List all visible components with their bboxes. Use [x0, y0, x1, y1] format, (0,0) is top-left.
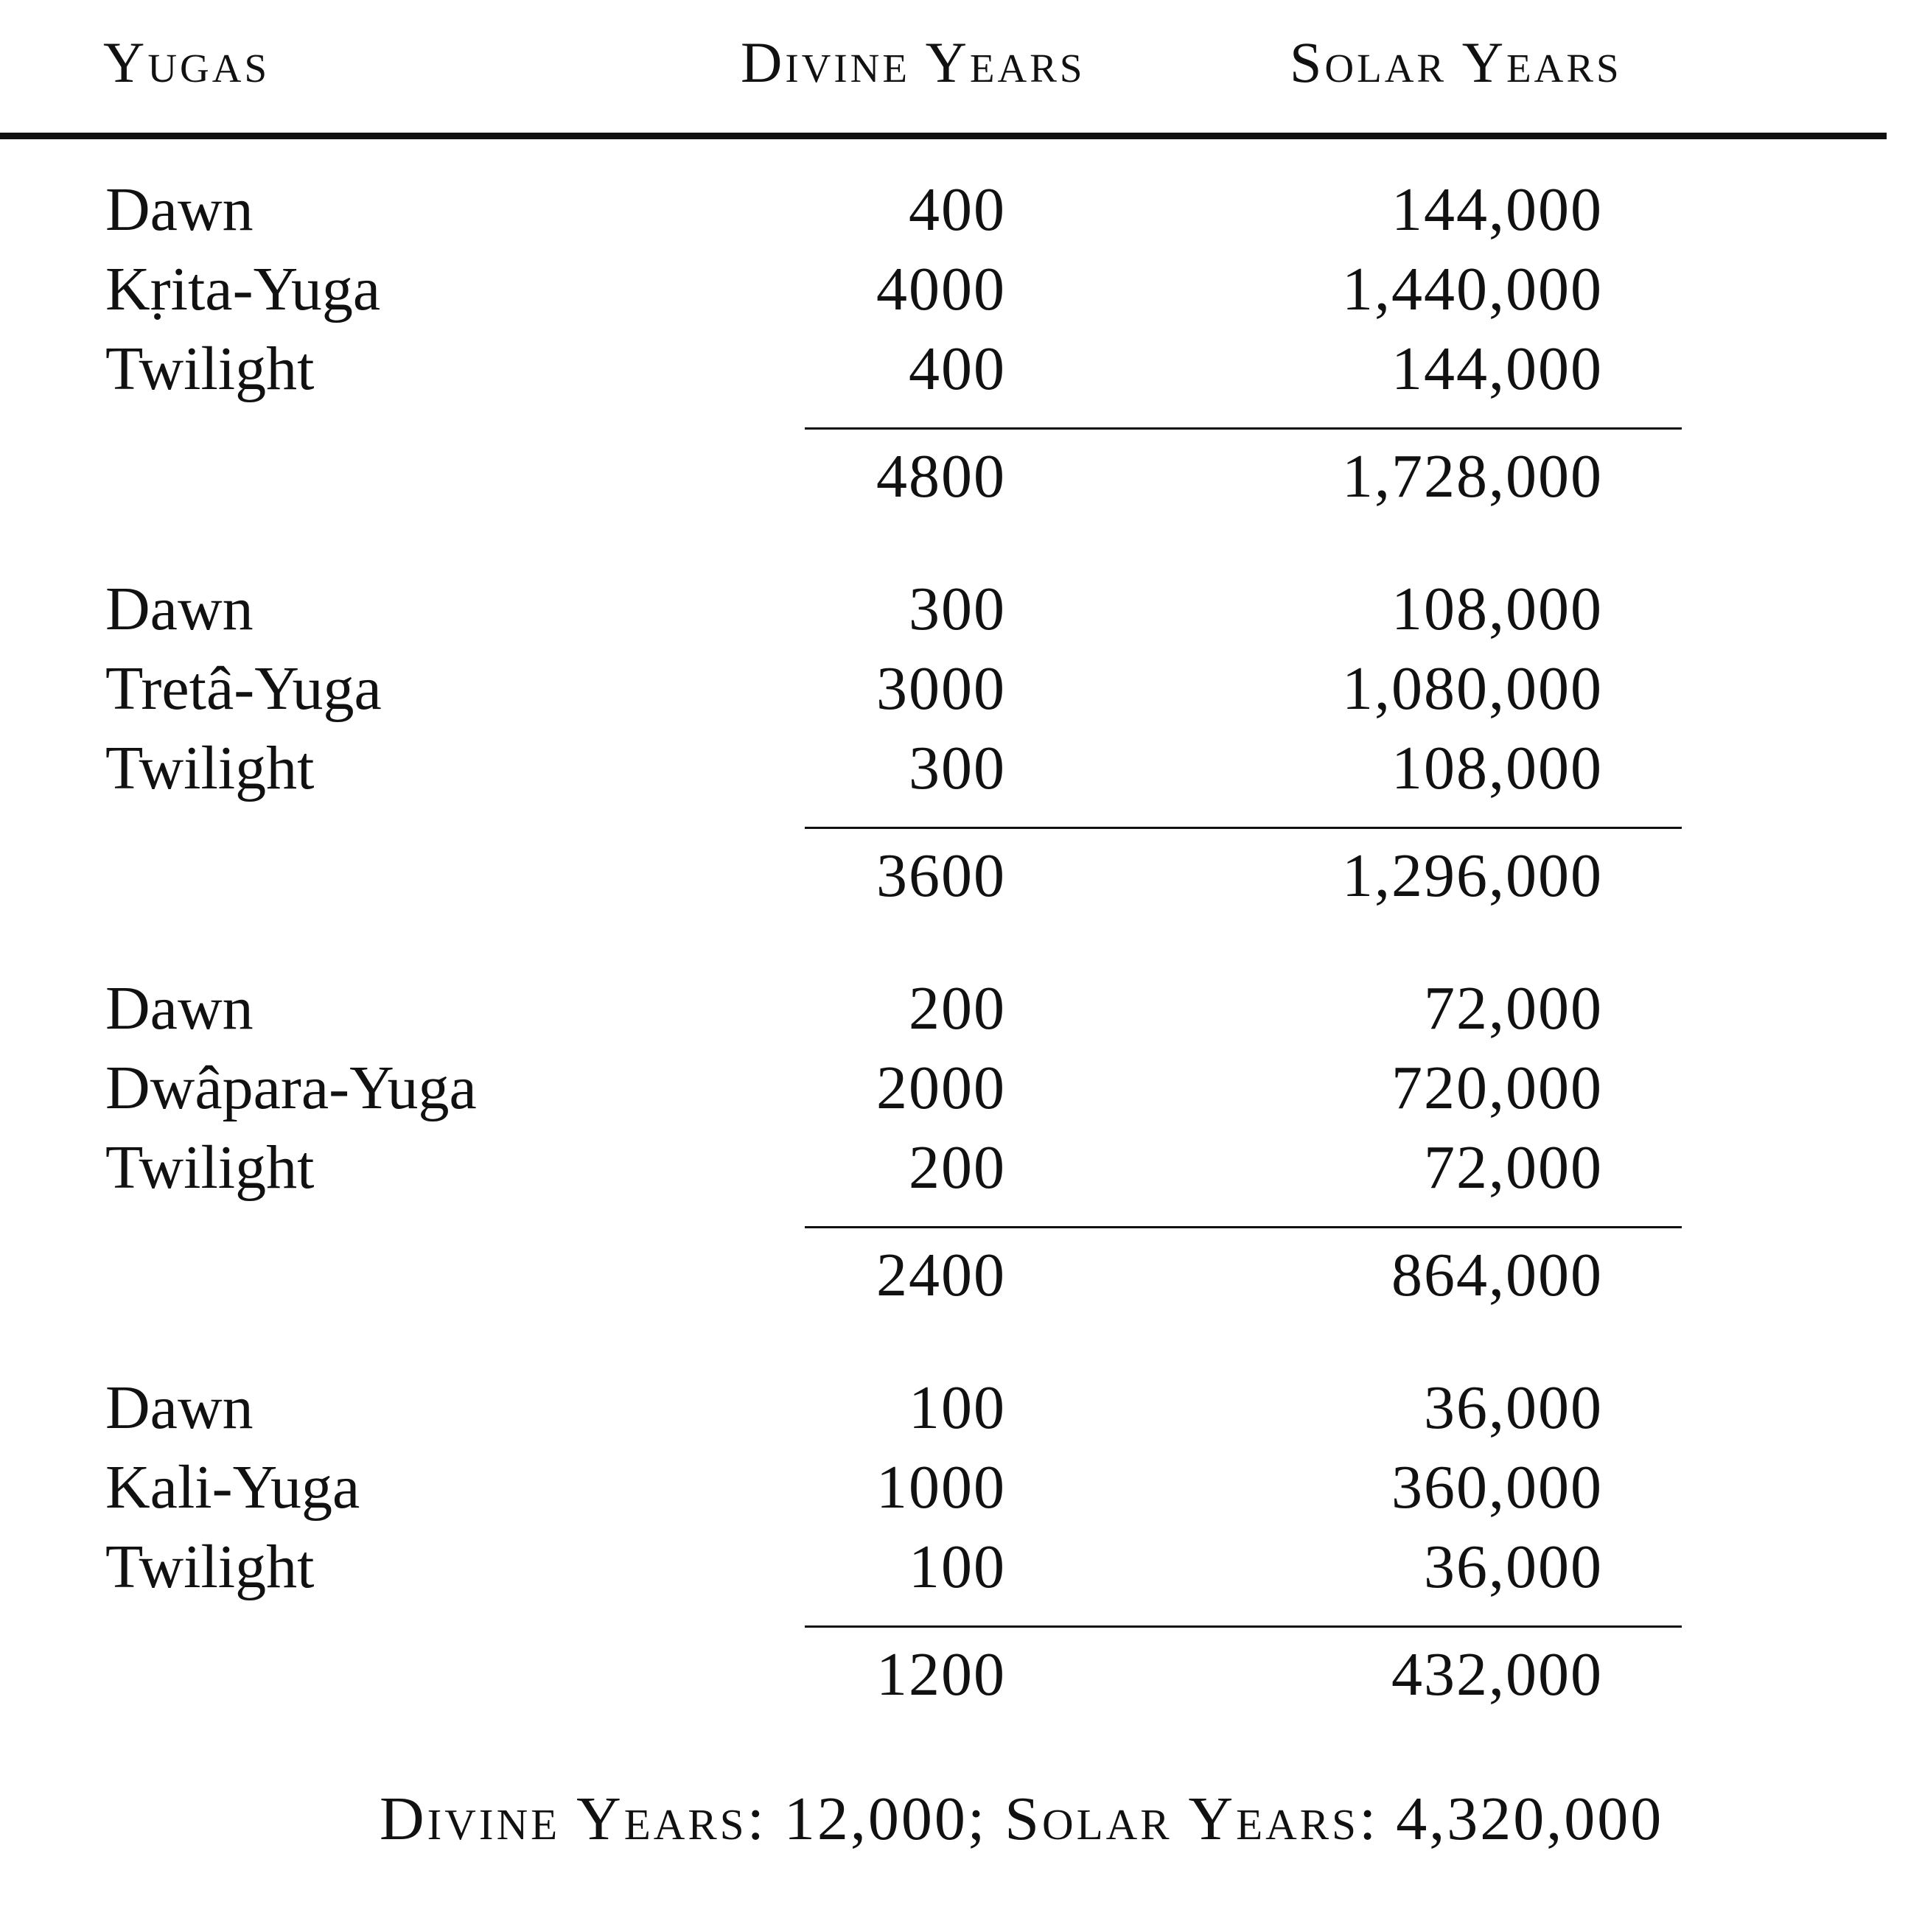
row-divine-years: 100	[909, 1533, 1006, 1601]
row-name: Dawn	[105, 974, 254, 1043]
row-divine-years: 1000	[876, 1453, 1006, 1522]
row-solar-years: 360,000	[1391, 1453, 1603, 1522]
row-solar-years: 108,000	[1391, 734, 1603, 802]
row-divine-years: 3000	[876, 654, 1006, 723]
column-header-divine-years: Divine Years	[741, 30, 1086, 94]
subtotal-rule	[805, 827, 1682, 829]
row-solar-years: 144,000	[1391, 335, 1603, 403]
row-solar-years: 72,000	[1424, 1133, 1603, 1202]
subtotal-rule	[805, 1625, 1682, 1628]
row-name: Kali-Yuga	[105, 1453, 360, 1522]
subtotal-solar-years: 432,000	[1391, 1640, 1603, 1709]
table-row	[0, 249, 1908, 330]
subtotal-divine-years: 2400	[876, 1241, 1006, 1309]
row-name: Dawn	[105, 575, 254, 643]
table-row	[0, 569, 1908, 650]
table-row	[0, 1048, 1908, 1129]
row-name: Dwâpara-Yuga	[105, 1054, 477, 1122]
table-row	[0, 968, 1908, 1049]
row-divine-years: 2000	[876, 1054, 1006, 1122]
subtotal-solar-years: 864,000	[1391, 1241, 1603, 1309]
row-name: Tretâ-Yuga	[105, 654, 382, 723]
row-name: Twilight	[105, 335, 315, 403]
table-row	[0, 1447, 1908, 1528]
subtotal-solar-years: 1,728,000	[1342, 442, 1603, 511]
subtotal-rule	[805, 427, 1682, 430]
row-divine-years: 300	[909, 734, 1006, 802]
row-divine-years: 400	[909, 175, 1006, 244]
row-divine-years: 4000	[876, 255, 1006, 323]
subtotal-row	[0, 1235, 1908, 1316]
table-row	[0, 1127, 1908, 1208]
row-solar-years: 1,080,000	[1342, 654, 1603, 723]
row-solar-years: 144,000	[1391, 175, 1603, 244]
grand-total-solar-label: Solar Years	[1004, 1785, 1359, 1853]
subtotal-row	[0, 836, 1908, 917]
table-row	[0, 329, 1908, 410]
grand-total-solar-value: : 4,320,000	[1358, 1785, 1664, 1853]
row-name: Kṛita-Yuga	[105, 255, 381, 323]
row-name: Twilight	[105, 1133, 315, 1202]
subtotal-row	[0, 1634, 1908, 1715]
row-solar-years: 36,000	[1424, 1533, 1603, 1601]
row-divine-years: 300	[909, 575, 1006, 643]
subtotal-row	[0, 436, 1908, 517]
table-row	[0, 1368, 1908, 1449]
row-divine-years: 200	[909, 1133, 1006, 1202]
table-row	[0, 728, 1908, 809]
subtotal-divine-years: 4800	[876, 442, 1006, 511]
grand-total-line	[380, 1783, 1663, 1855]
row-solar-years: 1,440,000	[1342, 255, 1603, 323]
subtotal-rule	[805, 1226, 1682, 1228]
column-header-yugas: Yugas	[103, 30, 270, 94]
table-row	[0, 648, 1908, 729]
row-name: Twilight	[105, 1533, 315, 1601]
row-solar-years: 36,000	[1424, 1373, 1603, 1442]
subtotal-divine-years: 3600	[876, 841, 1006, 910]
row-divine-years: 200	[909, 974, 1006, 1043]
row-solar-years: 108,000	[1391, 575, 1603, 643]
row-solar-years: 720,000	[1391, 1054, 1603, 1122]
header-rule	[0, 133, 1887, 139]
row-solar-years: 72,000	[1424, 974, 1603, 1043]
grand-total-divine-value: : 12,000;	[747, 1785, 988, 1853]
subtotal-solar-years: 1,296,000	[1342, 841, 1603, 910]
row-divine-years: 400	[909, 335, 1006, 403]
grand-total-divine-label: Divine Years	[380, 1785, 747, 1853]
column-header-solar-years: Solar Years	[1290, 30, 1622, 94]
row-divine-years: 100	[909, 1373, 1006, 1442]
row-name: Dawn	[105, 1373, 254, 1442]
row-name: Twilight	[105, 734, 315, 802]
subtotal-divine-years: 1200	[876, 1640, 1006, 1709]
table-row	[0, 1527, 1908, 1608]
table-row	[0, 169, 1908, 251]
row-name: Dawn	[105, 175, 254, 244]
